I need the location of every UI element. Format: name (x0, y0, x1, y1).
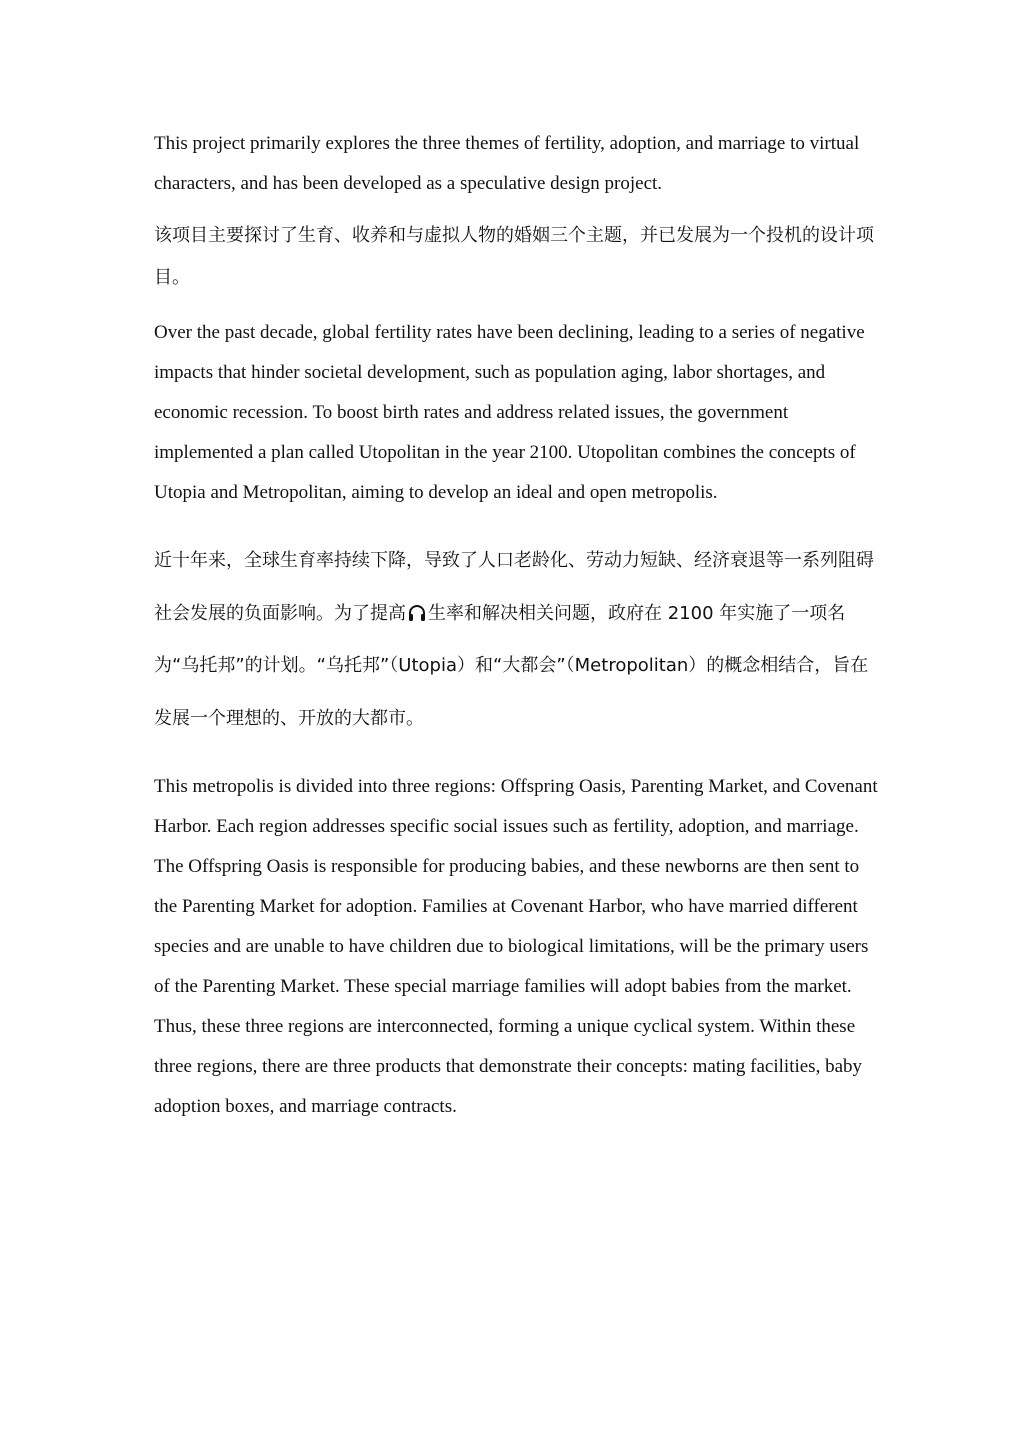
paragraph-background-zh-part2: 生率和解决相关问题，政府在 2100 年实施了一项名为“乌托邦”的计划。“乌托邦”（Utopia）和“大都会”（Metropolitan）的概念相结合，旨在发展一个理想的、开放的大都市。 (154, 602, 869, 729)
paragraph-regions-en: This metropolis is divided into three regions: Offspring Oasis, Parenting Market, and Covenant Harbor. Each region addresses specific social issues such as fertility, adoption, and marriage. The Offspring Oasis is responsible for producing babies, and these newborns are then sent to the Parenting Market for adoption. Families at Covenant Harbor, who have married different species and are unable to have children due to biological limitations, will be the primary users of the Parenting Market. These special marriage families will adopt babies from the market. Thus, these three regions are interconnected, forming a unique cyclical system. Within these three regions, there are three products that demonstrate their concepts: mating facilities, baby adoption boxes, and marriage contracts. (154, 776, 878, 1117)
paragraph-spacer (154, 299, 878, 313)
paragraph-background-zh-part1: 近十年来，全球生育率持续下降，导致了人口老龄化、劳动力短缺、经济衰退等一系列阻碍社会发展的负面影响。为了提高 (154, 550, 874, 624)
document-body (154, 124, 878, 1127)
paragraph-spacer (154, 204, 878, 215)
paragraph-background-en: Over the past decade, global fertility rates have been declining, leading to a series of negative impacts that hinder societal development, such as population aging, labor shortages, and economic recession. To boost birth rates and address related issues, the government implemented a plan called Utopolitan in the year 2100. Utopolitan combines the concepts of Utopia and Metropolitan, aiming to develop an ideal and open metropolis. (154, 322, 865, 503)
paragraph-spacer (154, 513, 878, 535)
paragraph-intro-zh: 该项目主要探讨了生育、收养和与虚拟人物的婚姻三个主题，并已发展为一个投机的设计项目。 (154, 225, 874, 288)
paragraph-spacer (154, 745, 878, 767)
paragraph-background-zh (154, 535, 878, 745)
headphone-icon (407, 592, 427, 612)
paragraph-intro-en: This project primarily explores the three themes of fertility, adoption, and marriage to virtual characters, and has been developed as a speculative design project. (154, 133, 860, 194)
